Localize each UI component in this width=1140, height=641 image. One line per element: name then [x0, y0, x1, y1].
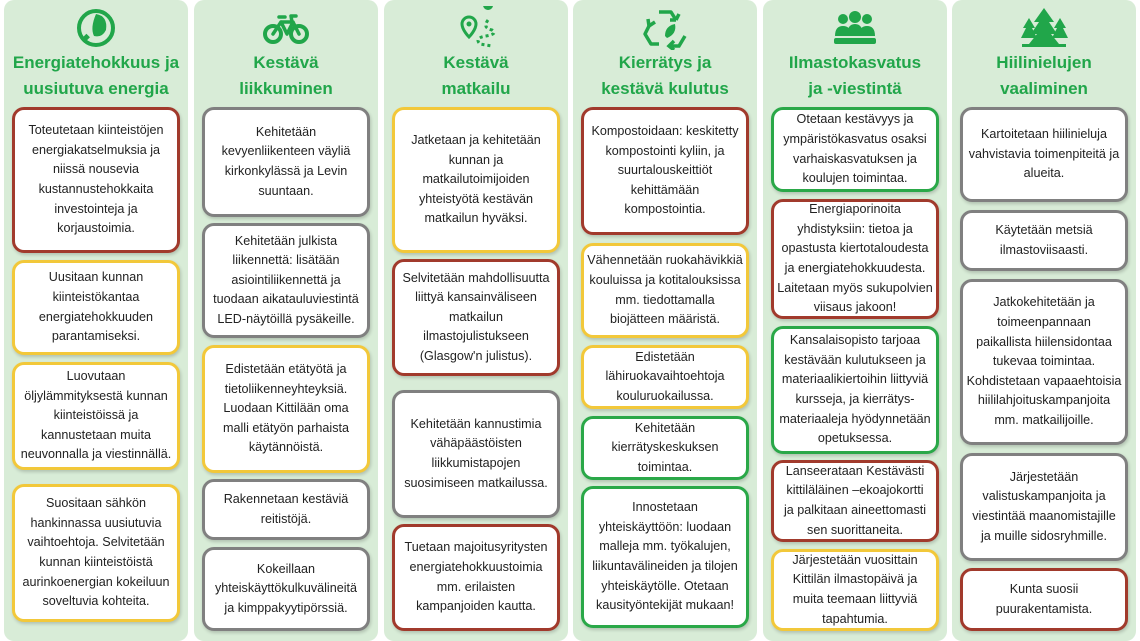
card-text-line: kompostointia.: [624, 202, 706, 217]
column-3: [384, 0, 568, 641]
card-text-line: kannustetaan muita: [41, 427, 151, 442]
card-text-line: Järjestetään: [1009, 469, 1079, 484]
action-card: [12, 362, 180, 470]
action-card: [960, 107, 1128, 202]
card-text-line: energiakatselmuksia ja: [31, 142, 161, 157]
card-text-line: asiointiliikennettä ja: [231, 272, 341, 287]
action-card: [771, 460, 939, 542]
column-2: [194, 0, 378, 641]
card-text-line: kouluruokailussa.: [616, 388, 714, 403]
action-card: [581, 486, 749, 628]
action-card: [581, 243, 749, 338]
card-text-line: ja energiatehokkuudesta.: [784, 261, 926, 275]
column-title-line: Kestävä: [253, 53, 319, 72]
card-text-line: Laitetaan myös sukupolvien: [777, 280, 933, 295]
card-text-line: Kehitetään: [255, 124, 317, 139]
action-card: [12, 484, 180, 622]
card-text-line: kampanjoiden kautta.: [416, 599, 536, 614]
column-title-line: matkailu: [441, 79, 511, 98]
card-text-line: valistuskampanjoita ja: [982, 489, 1106, 504]
card-text-line: Jatkokehitetään ja: [993, 295, 1095, 310]
action-card: [771, 326, 939, 454]
card-text-line: Kehitetään: [634, 420, 696, 435]
column-title-line: Hiilinielujen: [996, 53, 1092, 72]
card-text-line: kursseja, ja kierrätys-: [795, 392, 915, 406]
card-text-line: suosimiseen matkailussa.: [404, 475, 548, 490]
card-text-line: öljylämmityksestä kunnan: [24, 388, 168, 403]
action-card: [960, 279, 1128, 445]
card-text-line: yhdistyksiin: tietoa ja: [797, 221, 913, 236]
card-text-line: liikkumistapojen: [431, 456, 521, 470]
card-text-line: yhteiskäytölle. Otetaan: [601, 578, 729, 593]
card-text-line: kestävään kulutukseen ja: [784, 352, 926, 367]
card-text-line: (Glasgow'n julistus).: [419, 348, 533, 363]
card-text-line: Kansalaisopisto tarjoaa: [789, 333, 921, 348]
action-card: [202, 547, 370, 631]
card-text-line: tukevaa toimintaa.: [992, 354, 1096, 369]
column-title-line: vaaliminen: [1000, 79, 1088, 98]
action-card: [581, 107, 749, 235]
card-text-line: sen suorittaneita.: [807, 522, 903, 537]
card-text-line: matkailun hyväksi.: [424, 211, 528, 226]
card-text-line: hankinnassa uusiutuvia: [30, 515, 162, 530]
card-text-line: aurinkoenergian kokeiluun: [22, 574, 170, 589]
energy-plug-icon: [4, 6, 188, 50]
action-card: [202, 223, 370, 338]
card-text-line: malleja mm. työkalujen,: [599, 539, 731, 554]
action-card: [202, 107, 370, 217]
column-1: [4, 0, 188, 641]
card-text-line: Kittilän ilmastopäivä ja: [792, 572, 918, 587]
card-text-line: Kunta suosii: [1009, 581, 1079, 596]
card-text-line: Otetaan kestävyys ja: [796, 112, 914, 127]
card-text-line: kompostointi kyliin, ja: [605, 143, 725, 158]
bicycle-icon: [194, 6, 378, 50]
card-text-line: kiinteistöissä ja: [53, 408, 139, 423]
card-text-line: tuodaan aikatauluviestintä: [213, 292, 359, 307]
card-text-line: materiaaleja hyödynnetään: [779, 411, 931, 426]
card-text-line: biojätteen määristä.: [610, 312, 720, 327]
card-text-line: yhteiskäyttöön: luodaan: [598, 519, 732, 534]
card-text-line: soveltuvia kohteita.: [42, 594, 150, 609]
card-text-line: viestintää maanomistajille: [972, 509, 1116, 523]
action-card: [960, 453, 1128, 561]
card-text-line: ilmastoviisaasti.: [999, 242, 1089, 257]
card-text-line: suurtalouskeittiöt: [617, 163, 713, 178]
card-text-line: kunnan ja: [448, 152, 504, 167]
card-text-line: liikennettä: lisätään: [232, 253, 340, 268]
card-text-line: LED-näytöillä pysäkeille.: [217, 311, 355, 326]
column-title: [573, 50, 757, 102]
card-text-line: Luovutaan: [66, 369, 126, 384]
action-card: [771, 199, 939, 319]
card-text-line: käytännöistä.: [248, 440, 324, 455]
column-title: [763, 50, 947, 102]
column-title-line: Kierrätys ja: [618, 53, 712, 72]
card-text-line: muita teemaan liittyviä: [792, 592, 918, 606]
card-text-line: ja muille sidosryhmille.: [981, 528, 1107, 543]
card-text-line: opastusta kiertotaloudesta: [781, 241, 929, 256]
card-text-line: kirkonkylässä ja Levin: [224, 164, 348, 178]
card-text-line: koulujen toimintaa.: [802, 171, 908, 186]
column-title: [952, 50, 1136, 102]
card-text-line: Jatketaan ja kehitetään: [411, 133, 541, 148]
card-text-line: kierrätyskeskuksen: [611, 440, 719, 455]
card-text-line: ympäristökasvatus osaksi: [783, 131, 927, 146]
card-text-line: Edistetään etätyötä ja: [225, 362, 347, 377]
card-text-line: suuntaan.: [258, 183, 314, 198]
action-card: [771, 107, 939, 192]
card-text-line: ja palkitaan aineettomasti: [783, 503, 927, 517]
card-text-line: Kehitetään kannustimia: [410, 416, 542, 431]
card-text-line: Suositaan sähkön: [45, 496, 147, 511]
column-title: [4, 50, 188, 102]
card-text-line: kunnan kiinteistöistä: [39, 555, 153, 569]
card-text-line: ja kimppakyytipörssiä.: [224, 600, 348, 615]
card-text-line: niissä nousevia: [52, 162, 140, 177]
card-text-line: malli etätyön parhaista: [222, 420, 349, 435]
action-card: [202, 345, 370, 473]
card-text-line: liittyä kansainväliseen: [415, 290, 537, 305]
column-title-line: liikkuminen: [239, 79, 333, 98]
column-title: [384, 50, 568, 102]
card-text-line: yhteiskäyttökulkuvälineitä: [214, 581, 358, 596]
card-text-line: Toteutetaan kiinteistöjen: [28, 123, 164, 138]
card-text-line: kehittämään: [630, 182, 700, 197]
card-text-line: Kokeillaan: [256, 561, 316, 576]
card-text-line: Käytetään metsiä: [995, 222, 1093, 237]
card-text-line: energiatehokkuustoimia: [409, 559, 543, 574]
card-text-line: kittiläläinen –ekoajokortti: [786, 483, 924, 498]
card-text-line: vahvistavia toimenpiteitä ja: [968, 146, 1120, 161]
action-card: [392, 390, 560, 518]
card-text-line: paikallista hiilensidontaa: [976, 334, 1112, 349]
column-4: [573, 0, 757, 641]
card-text-line: Rakennetaan kestäviä: [223, 491, 349, 506]
card-text-line: liikuntavälineiden ja tilojen: [592, 559, 738, 573]
card-text-line: toimintaa.: [637, 459, 693, 474]
card-text-line: opetuksessa.: [817, 431, 893, 446]
column-title-line: Ilmastokasvatus: [788, 53, 922, 72]
route-pin-icon: [384, 6, 568, 50]
card-text-line: kustannustehokkaita: [38, 182, 154, 196]
column-5: [763, 0, 947, 641]
card-text-line: tapahtumia.: [822, 611, 888, 626]
card-text-line: vähäpäästöisten: [430, 436, 522, 451]
card-text-line: investointeja ja: [54, 201, 138, 216]
people-group-icon: [763, 6, 947, 50]
card-text-line: Uusitaan kunnan: [48, 270, 144, 285]
card-text-line: reitistöjä.: [260, 511, 312, 526]
action-card: [581, 345, 749, 409]
card-text-line: Kehitetään julkista: [234, 233, 338, 248]
action-card: [392, 107, 560, 253]
card-text-line: Kartoitetaan hiilinieluja: [980, 127, 1107, 142]
column-title-line: kestävä kulutus: [601, 79, 729, 98]
card-text-line: mm. tiedottamalla: [615, 292, 715, 307]
card-text-line: hiililahjoituskampanjoita: [977, 393, 1111, 408]
card-text-line: neuvonnalla ja viestinnällä.: [20, 447, 172, 462]
card-text-line: alueita.: [1023, 166, 1065, 181]
card-text-line: materiaalikiertoihin liittyviä: [781, 372, 929, 387]
card-text-line: Kompostoidaan: keskitetty: [591, 124, 739, 139]
card-text-line: kiinteistökantaa: [52, 289, 140, 304]
action-card: [12, 260, 180, 355]
action-card: [960, 568, 1128, 631]
card-text-line: lähiruokavaihtoehtoja: [605, 369, 725, 384]
column-title-line: ja -viestintä: [808, 79, 902, 98]
card-text-line: Järjestetään vuosittain: [792, 552, 918, 567]
card-text-line: puurakentamista.: [995, 601, 1093, 616]
card-text-line: Vähennetään ruokahävikkiä: [587, 253, 743, 268]
action-card: [202, 479, 370, 540]
card-text-line: Lanseerataan Kestävästi: [785, 463, 925, 478]
action-card: [581, 416, 749, 480]
card-text-line: kausityöntekijät mukaan!: [596, 598, 734, 613]
action-card: [960, 210, 1128, 271]
card-text-line: Luodaan Kittilään oma: [223, 401, 349, 416]
card-text-line: viisaus jakoon!: [813, 300, 897, 315]
card-text-line: Kohdistetaan vapaaehtoisia: [966, 373, 1122, 388]
action-card: [392, 524, 560, 631]
card-text-line: Energiaporinoita: [809, 202, 901, 217]
card-text-line: kouluissa ja kotitalouksissa: [589, 272, 741, 287]
action-card: [392, 259, 560, 376]
card-text-line: Tuetaan majoitusyritysten: [404, 540, 548, 555]
column-title-line: uusiutuva energia: [23, 79, 169, 98]
action-card: [12, 107, 180, 253]
action-card: [771, 549, 939, 631]
card-text-line: energiatehokkuuden: [38, 309, 154, 324]
card-text-line: mm. erilaisten: [436, 579, 516, 594]
card-text-line: ilmastojulistukseen: [423, 329, 529, 344]
card-text-line: varhaiskasvatuksen ja: [793, 151, 917, 166]
card-text-line: toimeenpannaan: [997, 315, 1091, 330]
recycle-icon: [573, 6, 757, 50]
card-text-line: Innostetaan: [632, 500, 698, 515]
card-text-line: Edistetään: [635, 349, 695, 364]
card-text-line: kevyenliikenteen väyliä: [221, 144, 351, 159]
column-title: [194, 50, 378, 102]
card-text-line: matkailutoimijoiden: [422, 172, 530, 187]
card-text-line: parantamiseksi.: [51, 329, 141, 344]
card-text-line: vaihtoehtoja. Selvitetään: [27, 535, 165, 550]
column-title-line: Kestävä: [443, 53, 509, 72]
column-6: [952, 0, 1136, 641]
card-text-line: matkailun: [449, 309, 503, 324]
card-text-line: mm. matkailijoille.: [994, 412, 1094, 427]
column-title-line: Energiatehokkuus ja: [12, 53, 180, 72]
card-text-line: Selvitetään mahdollisuutta: [402, 270, 550, 285]
card-text-line: korjaustoimia.: [57, 221, 135, 236]
card-text-line: tietoliikenneyhteyksiä.: [224, 381, 348, 396]
forest-icon: [952, 6, 1136, 50]
card-text-line: yhteistyötä kestävän: [418, 191, 534, 206]
